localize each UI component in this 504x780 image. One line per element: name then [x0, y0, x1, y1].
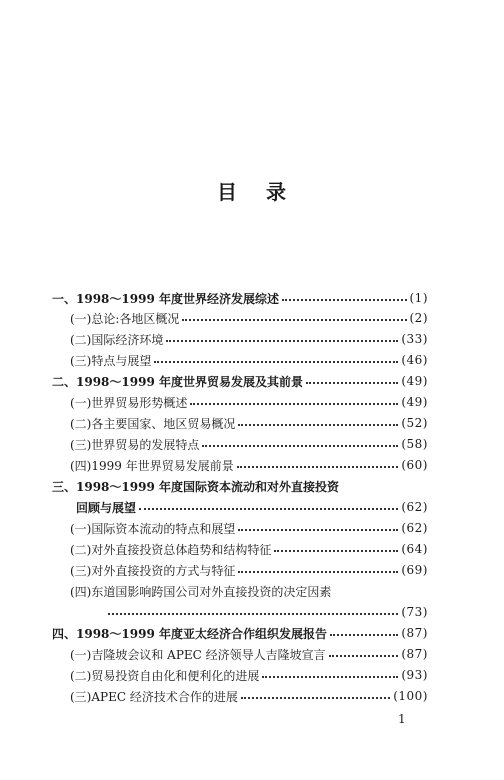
toc-entry-page: (62)	[401, 500, 428, 514]
toc-entry[interactable]	[70, 581, 428, 601]
leader-dots	[202, 445, 398, 447]
toc-entry-page: (93)	[401, 668, 428, 682]
toc-entry-page: (33)	[401, 332, 428, 346]
toc-entry[interactable]	[52, 371, 428, 391]
leader-dots	[282, 299, 407, 301]
toc-entry-page: (49)	[401, 395, 428, 409]
toc-entry-page: (73)	[401, 605, 428, 619]
toc-entry[interactable]	[70, 665, 428, 685]
toc-entry[interactable]	[70, 560, 428, 580]
toc-entry[interactable]	[70, 434, 428, 454]
toc-entry-label: (一)吉隆坡会议和 APEC 经济领导人吉隆坡宣言	[70, 647, 326, 662]
leader-dots	[241, 697, 390, 699]
toc-entry[interactable]	[52, 476, 428, 496]
toc-entry-label: (二)国际经济环境	[70, 332, 164, 347]
toc-entry-label: (二)各主要国家、地区贸易概况	[70, 416, 236, 431]
leader-dots	[238, 424, 398, 426]
toc-entry[interactable]	[70, 539, 428, 559]
toc-entry[interactable]	[70, 350, 428, 370]
toc-title-char-1: 目	[217, 180, 238, 204]
toc-entry-label: (三)世界贸易的发展特点	[70, 437, 200, 452]
toc-entry-label: (四)1999 年世界贸易发展前景	[70, 458, 234, 473]
leader-dots	[154, 361, 398, 363]
toc-entry[interactable]	[70, 518, 428, 538]
toc-entry-page: (58)	[401, 437, 428, 451]
toc-entry-page: (46)	[401, 353, 428, 367]
toc-entry-page: (2)	[409, 311, 428, 325]
toc-entry[interactable]	[70, 644, 428, 664]
leader-dots	[182, 319, 406, 321]
toc-entry-page: (1)	[409, 291, 428, 305]
toc-entry-label: 三、1998～1999 年度国际资本流动和对外直接投资	[52, 479, 339, 494]
toc-entry-page: (64)	[401, 542, 428, 556]
toc-entry[interactable]	[70, 686, 428, 706]
toc-entry-page: (52)	[401, 416, 428, 430]
leader-dots	[330, 634, 398, 636]
toc-entry-page: (87)	[401, 647, 428, 661]
toc-entry-label: (三)APEC 经济技术合作的进展	[70, 689, 238, 704]
toc-entry[interactable]	[70, 392, 428, 412]
toc-entry-label: (三)特点与展望	[70, 353, 152, 368]
toc-entry[interactable]	[70, 413, 428, 433]
leader-dots	[139, 508, 398, 510]
toc-entry-page: (62)	[401, 521, 428, 535]
leader-dots	[329, 655, 399, 657]
toc-entry-page: (69)	[401, 563, 428, 577]
toc-entry[interactable]	[108, 602, 428, 622]
toc-entry[interactable]	[70, 308, 428, 328]
leader-dots	[274, 550, 398, 552]
toc-entry-label: 回顾与展望	[76, 500, 137, 515]
toc-entry[interactable]	[76, 497, 428, 517]
toc-entry-label: 四、1998～1999 年度亚太经济合作组织发展报告	[52, 626, 327, 641]
toc-entry-page: (87)	[401, 626, 428, 640]
toc-entry-label: (二)对外直接投资总体趋势和结构特征	[70, 542, 272, 557]
toc-entry-label: (一)世界贸易形势概述	[70, 395, 188, 410]
toc-entry-label: (二)贸易投资自由化和便利化的进展	[70, 668, 260, 683]
leader-dots	[237, 466, 399, 468]
leader-dots	[262, 676, 398, 678]
toc-entry[interactable]	[52, 288, 428, 308]
leader-dots	[190, 403, 398, 405]
toc-title-char-2: 录	[266, 180, 287, 204]
toc-entry-label: (四)东道国影响跨国公司对外直接投资的决定因素	[70, 584, 332, 599]
leader-dots	[238, 571, 398, 573]
toc-entry[interactable]	[52, 623, 428, 643]
leader-dots	[108, 613, 398, 615]
leader-dots	[306, 382, 398, 384]
toc-entry[interactable]	[70, 455, 428, 475]
toc-entry-page: (100)	[393, 689, 428, 703]
page-number: 1	[398, 712, 406, 726]
toc-entry-label: 二、1998～1999 年度世界贸易发展及其前景	[52, 374, 303, 389]
toc-entry-label: (三)对外直接投资的方式与特征	[70, 563, 236, 578]
toc-entry-label: (一)国际资本流动的特点和展望	[70, 521, 236, 536]
leader-dots	[238, 529, 398, 531]
toc-entry[interactable]	[70, 329, 428, 349]
toc-entry-page: (49)	[401, 374, 428, 388]
toc-entry-label: 一、1998～1999 年度世界经济发展综述	[52, 291, 279, 306]
toc-entry-page: (60)	[401, 458, 428, 472]
leader-dots	[166, 340, 398, 342]
toc-entry-label: (一)总论:各地区概况	[70, 311, 180, 326]
